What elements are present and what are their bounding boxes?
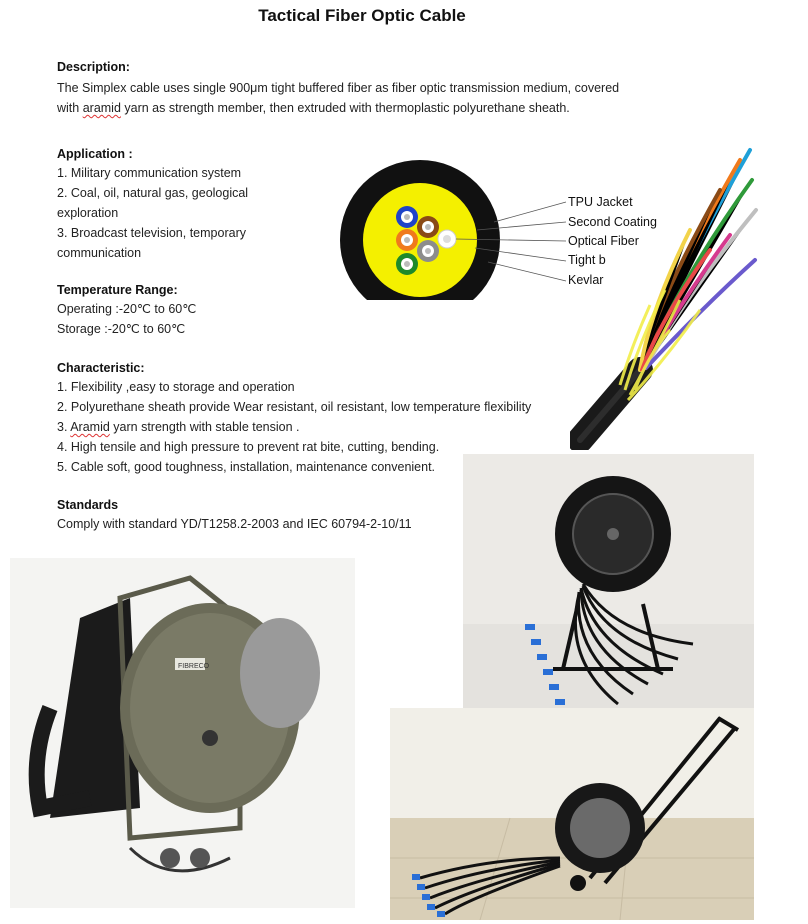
standards-text [57, 514, 412, 534]
description-heading: Description: [57, 60, 130, 74]
characteristic-line [57, 417, 531, 437]
standards-heading: Standards [57, 498, 119, 512]
description-line-1: The Simplex cable uses single 900μm tight buffered fiber as fiber optic transmission medium, covered [57, 81, 620, 95]
label-tight-buffer: Tight b [568, 253, 606, 267]
label-tpu-jacket: TPU Jacket [568, 195, 633, 209]
application-list [57, 163, 248, 263]
application-line: exploration [57, 206, 119, 220]
label-optical-fiber: Optical Fiber [568, 234, 639, 248]
reel-plate: FIBRECO [178, 663, 210, 670]
temperature-operating: Operating :-20℃ to 60℃ [57, 302, 197, 316]
characteristic-line: 1. Flexibility ,easy to storage and operation [57, 380, 295, 394]
characteristic-line: 5. Cable soft, good toughness, installation, maintenance convenient. [57, 460, 436, 474]
page-title: Tactical Fiber Optic Cable [258, 6, 466, 25]
description-line-2-end: yarn as strength member, then extruded with thermoplastic polyurethane sheath. [120, 101, 570, 115]
label-kevlar: Kevlar [568, 273, 604, 287]
temperature-storage: Storage :-20℃ to 60℃ [57, 322, 186, 336]
reel-cable-spool [240, 618, 320, 728]
characteristic-list [57, 377, 531, 477]
description-line-2-start: with [57, 101, 83, 115]
application-line: 3. Broadcast television, temporary [57, 226, 246, 240]
application-line: 1. Military communication system [57, 166, 242, 180]
cable-cross-section-diagram [330, 150, 580, 300]
backpack-reel-photo [10, 558, 355, 908]
trolley-reel-photo [390, 708, 754, 920]
temperature-text [57, 299, 196, 339]
breakout-cable-photo [570, 140, 760, 450]
application-heading: Application : [57, 147, 133, 161]
characteristic-line: 2. Polyurethane sheath provide Wear resistant, oil resistant, low temperature flexibility [57, 400, 532, 414]
characteristic-line-3-end: yarn strength with stable tension . [109, 420, 300, 434]
kevlar-fill [363, 183, 477, 297]
standards-line: Comply with standard YD/T1258.2-2003 and IEC 60794-2-10/11 [57, 517, 412, 531]
description-text [57, 78, 619, 118]
aramid-word: Aramid [70, 420, 110, 434]
application-line: 2. Coal, oil, natural gas, geological [57, 186, 249, 200]
cable-drum-photo [463, 454, 754, 720]
label-second-coating: Second Coating [568, 215, 657, 229]
characteristic-line-3-start: 3. [57, 420, 71, 434]
temperature-heading: Temperature Range: [57, 283, 178, 297]
characteristic-heading: Characteristic: [57, 361, 145, 375]
aramid-word: aramid [82, 101, 121, 115]
application-line: communication [57, 246, 142, 260]
characteristic-line: 4. High tensile and high pressure to prevent rat bite, cutting, bending. [57, 440, 440, 454]
description-line-2 [57, 98, 619, 118]
